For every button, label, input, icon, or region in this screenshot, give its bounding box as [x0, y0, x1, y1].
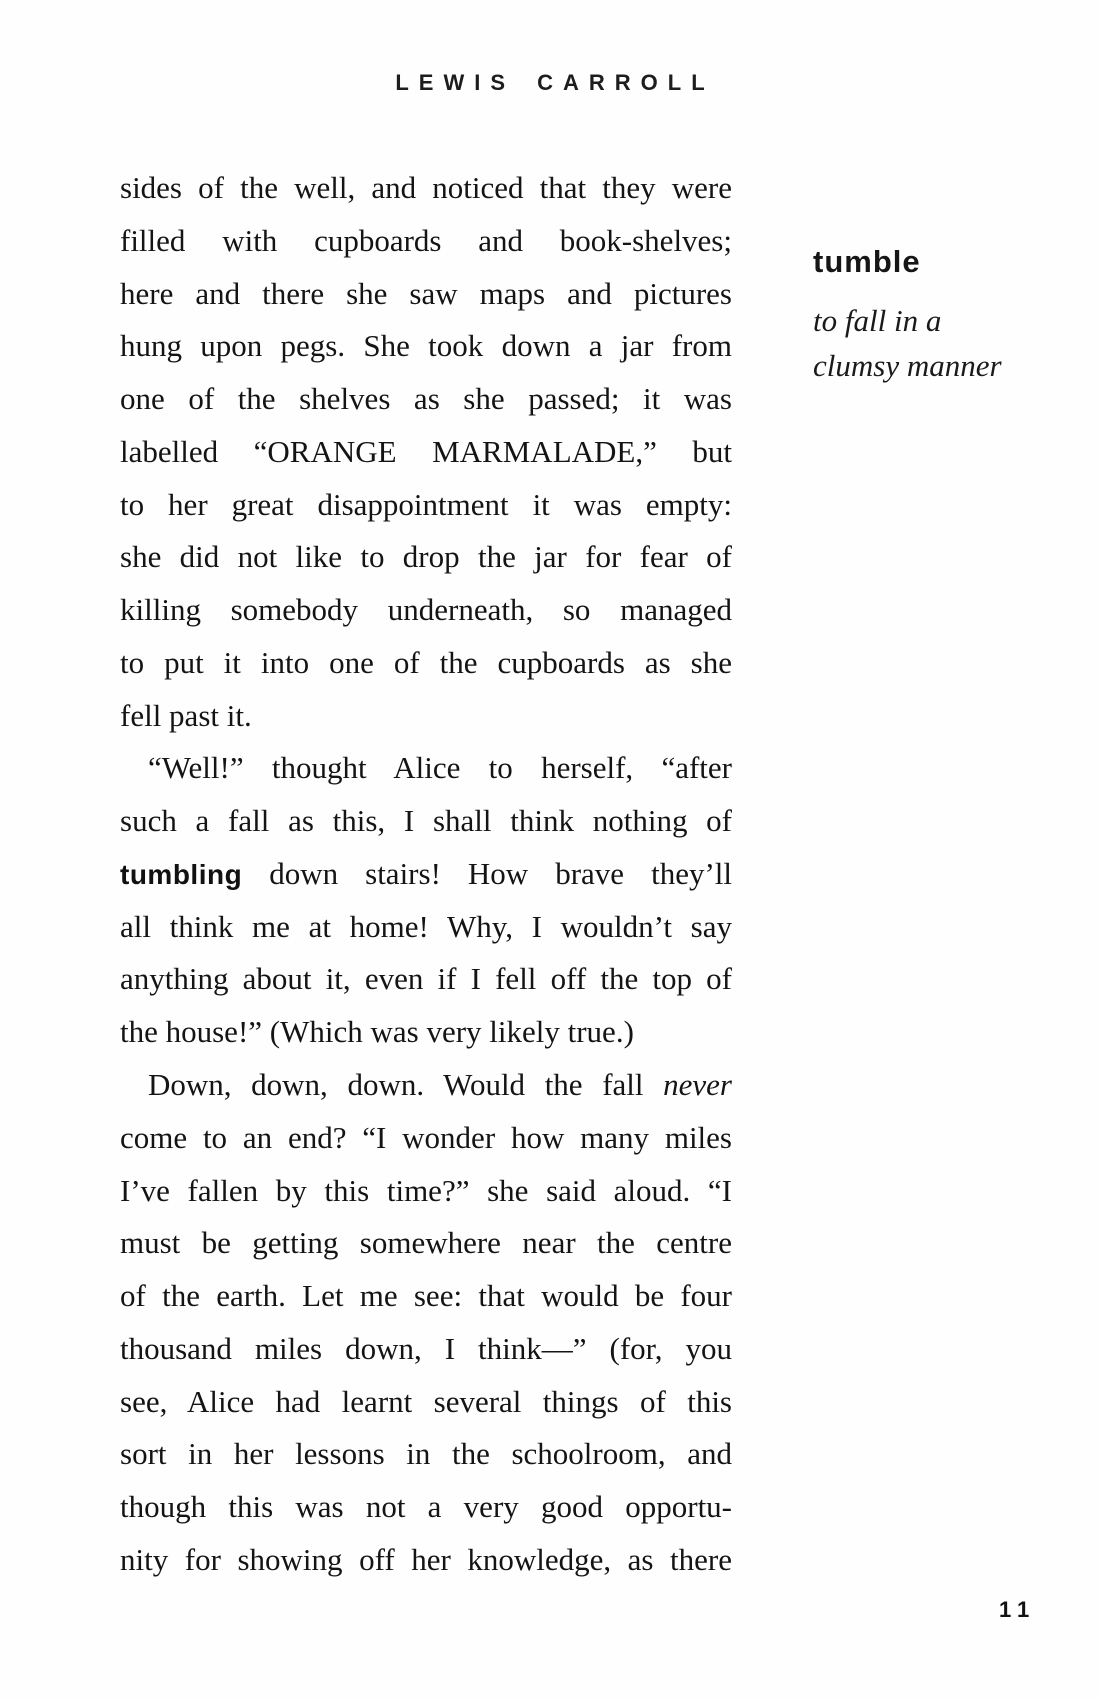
- text-run: hung upon pegs. She took down a jar from: [120, 328, 732, 364]
- text-run: though this was not a very good opportu-: [120, 1489, 732, 1525]
- margin-note-definition-line: clumsy manner: [813, 347, 1002, 383]
- body-line: [120, 795, 732, 848]
- body-line: [120, 426, 732, 479]
- text-run: the house!” (Which was very likely true.): [120, 1014, 634, 1050]
- text-run: see, Alice had learnt several things of this: [120, 1383, 732, 1419]
- margin-note: [813, 244, 1063, 388]
- body-line: [120, 531, 732, 584]
- text-run: labelled “ORANGE MARMALADE,” but: [120, 433, 732, 469]
- body-line: [120, 1534, 732, 1587]
- text-run: one of the shelves as she passed; it was: [120, 381, 732, 417]
- body-text-column: [120, 162, 732, 1587]
- body-line: [120, 479, 732, 532]
- text-run: Down, down, down. Would the fall: [148, 1067, 664, 1103]
- body-line: [120, 901, 732, 954]
- text-run: I’ve fallen by this time?” she said aloud. “I: [120, 1172, 732, 1208]
- text-run: anything about it, even if I fell off the top of: [120, 961, 732, 997]
- margin-note-definition-line: to fall in a: [813, 302, 942, 338]
- text-run: sort in her lessons in the schoolroom, and: [120, 1436, 732, 1472]
- text-run: to her great disappointment it was empty:: [120, 486, 732, 522]
- body-line: [120, 584, 732, 637]
- body-line: [120, 1217, 732, 1270]
- body-line: [120, 1270, 732, 1323]
- text-run: of the earth. Let me see: that would be four: [120, 1278, 732, 1314]
- body-line: [120, 320, 732, 373]
- body-line: [120, 637, 732, 690]
- text-run: such a fall as this, I shall think nothing of: [120, 803, 732, 839]
- page-number: 11: [999, 1597, 1037, 1622]
- text-run: sides of the well, and noticed that they were: [120, 170, 732, 205]
- body-line: [120, 1323, 732, 1376]
- body-line: [120, 373, 732, 426]
- body-line: [120, 1481, 732, 1534]
- text-run: here and there she saw maps and pictures: [120, 275, 732, 311]
- text-run: down stairs! How brave they’ll: [242, 855, 732, 891]
- body-line: [120, 848, 732, 901]
- text-run: “Well!” thought Alice to herself, “after: [148, 750, 732, 786]
- text-run: filled with cupboards and book-shelves;: [120, 222, 732, 258]
- text-run: to put it into one of the cupboards as she: [120, 644, 732, 680]
- body-line: [120, 1428, 732, 1481]
- text-run: all think me at home! Why, I wouldn’t say: [120, 908, 732, 944]
- body-line: [120, 1006, 732, 1059]
- body-line: [120, 162, 732, 215]
- margin-note-term: tumble: [813, 244, 921, 279]
- text-run: fell past it.: [120, 697, 252, 733]
- text-run: must be getting somewhere near the centre: [120, 1225, 732, 1261]
- text-run: killing somebody underneath, so managed: [120, 592, 732, 628]
- body-line: [120, 742, 732, 795]
- body-line: [120, 1112, 732, 1165]
- body-line: [120, 215, 732, 268]
- body-line: [120, 1165, 732, 1218]
- text-run: nity for showing off her knowledge, as there: [120, 1541, 732, 1577]
- text-run: thousand miles down, I think—” (for, you: [120, 1330, 732, 1366]
- running-head: LEWIS CARROLL: [395, 70, 715, 95]
- glossary-word: tumbling: [120, 858, 243, 890]
- body-line: [120, 1376, 732, 1429]
- text-run: she did not like to drop the jar for fear of: [120, 539, 732, 575]
- body-line: [120, 1059, 732, 1112]
- emphasized-word: never: [663, 1067, 732, 1103]
- text-run: come to an end? “I wonder how many miles: [120, 1119, 732, 1155]
- body-line: [120, 953, 732, 1006]
- margin-note-definition: [813, 298, 1063, 388]
- body-line: [120, 690, 732, 743]
- body-line: [120, 268, 732, 321]
